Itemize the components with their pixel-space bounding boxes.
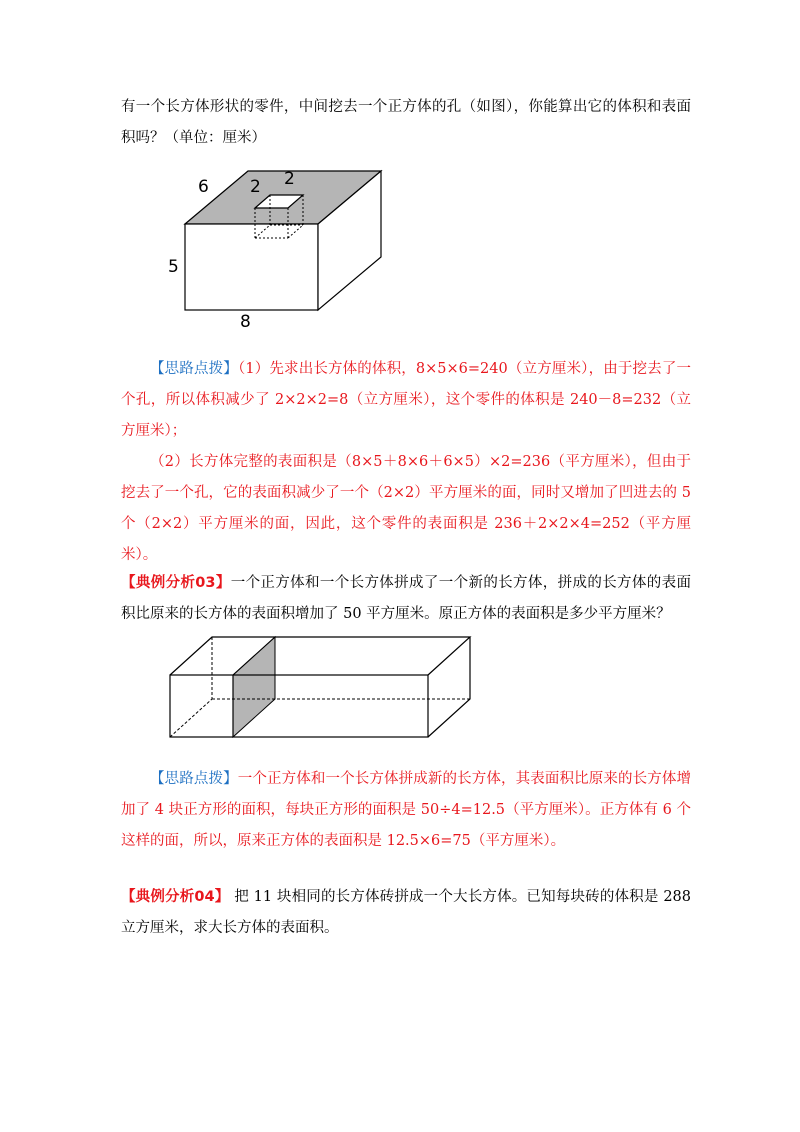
label-depth-6: 6 xyxy=(198,177,209,197)
figure-cube-and-cuboid xyxy=(165,630,475,750)
example-04-text: 把 11 块相同的长方体砖拼成一个大长方体。已知每块砖的体积是 288 立方厘米，求大长方体的表面积。 xyxy=(121,889,691,936)
hint-2-text: 一个正方体和一个长方体拼成新的长方体，其表面积比原来的长方体增加了 4 块正方形的面积，每块正方形的面积是 50÷4=12.5（平方厘米）。正方体有 6 个这样的面，所以，原来正方体的表面积是 12.5×6=75（平方厘米）。 xyxy=(121,771,691,849)
hint-1-part-2: （2）长方体完整的表面积是（8×5＋8×6＋6×5）×2=236（平方厘米），但由于挖去了一个孔，它的表面积减少了一个（2×2）平方厘米的面，同时又增加了凹进去的 5 个（2×2）平方厘米的面，因此，这个零件的表面积是 236＋2×2×4=252（平方厘米）。 xyxy=(121,454,691,563)
hidden-edges xyxy=(170,637,470,737)
figure-box-with-hole xyxy=(160,165,400,330)
hint-2-tag: 【思路点拨】 xyxy=(150,771,238,787)
combined-top-back-edge xyxy=(170,637,470,675)
example-03-tag: 【典例分析03】 xyxy=(121,575,231,591)
label-hole-2-top: 2 xyxy=(284,169,295,189)
example-03-text: 一个正方体和一个长方体拼成了一个新的长方体，拼成的长方体的表面积比原来的长方体的表面积增加了 50 平方厘米。原正方体的表面积是多少平方厘米？ xyxy=(121,575,691,622)
label-height-5: 5 xyxy=(168,257,179,277)
hint-2 xyxy=(121,764,691,857)
label-hole-2-left: 2 xyxy=(250,177,261,197)
hint-1-part-1-text: （1）先求出长方体的体积，8×5×6=240（立方厘米），由于挖去了一个孔，所以体积减少了 2×2×2=8（立方厘米），这个零件的体积是 240－8=232（立方厘米）； xyxy=(121,361,691,439)
hint-1-tag: 【思路点拨】 xyxy=(150,361,238,377)
example-04-tag: 【典例分析04】 xyxy=(121,889,230,905)
joint-face-shaded xyxy=(233,637,275,737)
example-04 xyxy=(121,882,691,944)
label-length-8: 8 xyxy=(240,312,251,332)
combined-front-face xyxy=(170,675,428,737)
box-front-face xyxy=(185,224,318,310)
combined-right-edge xyxy=(428,637,470,737)
example-03 xyxy=(121,568,691,630)
hint-1-part-1 xyxy=(121,354,691,447)
question-1-text: 有一个长方体形状的零件，中间挖去一个正方体的孔（如图），你能算出它的体积和表面积吗？（单位：厘米） xyxy=(121,99,691,146)
